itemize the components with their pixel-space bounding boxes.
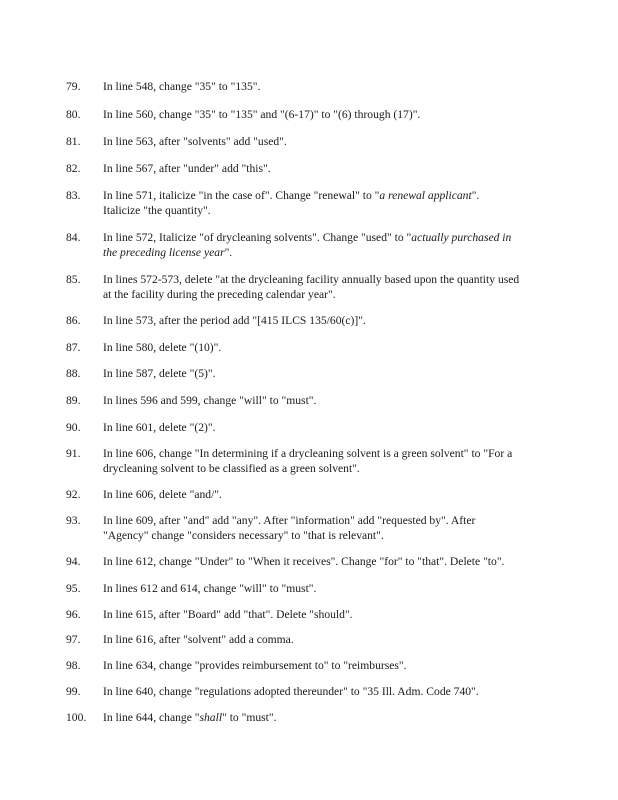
text-segment: In line 548, change "35" to "135". [103, 80, 261, 93]
item-text-line [103, 487, 543, 502]
item-text-line [103, 134, 543, 149]
item-text [103, 607, 543, 622]
item-text-line [103, 245, 543, 260]
item-text-line [103, 313, 543, 328]
item-text [103, 366, 543, 381]
item-text-line [103, 366, 543, 381]
item-text [103, 340, 543, 355]
item-text [103, 684, 543, 699]
item-text-line [103, 420, 543, 435]
item-text-line [103, 287, 543, 302]
item-number: 88. [66, 367, 81, 380]
item-text [103, 161, 543, 176]
item-text [103, 710, 543, 725]
text-segment: In line 571, italicize "in the case of". Change "renewal" to " [103, 189, 380, 202]
text-segment: " to "must". [222, 711, 277, 724]
item-text-line [103, 658, 543, 673]
item-number: 90. [66, 421, 81, 434]
text-segment: In line 567, after "under" add "this". [103, 162, 271, 175]
text-segment: In line 615, after "Board" add "that". Delete "should". [103, 608, 353, 621]
text-segment: In line 606, delete "and/". [103, 488, 222, 501]
text-segment: at the facility during the preceding calendar year". [103, 288, 336, 301]
item-text [103, 420, 543, 435]
item-number: 85. [66, 273, 81, 286]
item-text [103, 230, 543, 260]
item-text-line [103, 79, 543, 94]
item-number: 92. [66, 488, 81, 501]
text-segment: In line 640, change "regulations adopted thereunder" to "35 Ill. Adm. Code 740". [103, 685, 479, 698]
item-number: 98. [66, 659, 81, 672]
item-number: 80. [66, 108, 81, 121]
item-number: 100. [66, 711, 87, 724]
item-number: 94. [66, 555, 81, 568]
item-text-line [103, 340, 543, 355]
text-segment: In line 587, delete "(5)". [103, 367, 216, 380]
item-text [103, 446, 543, 476]
text-segment: ". [471, 189, 480, 202]
item-number: 83. [66, 189, 81, 202]
text-segment: ". [224, 246, 233, 259]
text-segment: In line 563, after "solvents" add "used". [103, 135, 287, 148]
text-segment: In line 609, after "and" add "any". After "information" add "requested by". After [103, 514, 476, 527]
text-segment: In lines 596 and 599, change "will" to "must". [103, 394, 317, 407]
item-text-line [103, 554, 543, 569]
item-text [103, 107, 543, 122]
item-number: 93. [66, 514, 81, 527]
item-text [103, 79, 543, 94]
item-text-line [103, 513, 543, 528]
item-text [103, 554, 543, 569]
item-number: 86. [66, 314, 81, 327]
text-segment: In line 606, change "In determining if a drycleaning solvent is a green solvent" to "For a [103, 447, 513, 460]
text-segment: Italicize "the quantity". [103, 204, 211, 217]
text-segment: drycleaning solvent to be classified as a green solvent". [103, 462, 360, 475]
item-text [103, 313, 543, 328]
item-number: 79. [66, 80, 81, 93]
item-text [103, 487, 543, 502]
item-text [103, 658, 543, 673]
text-segment: In line 580, delete "(10)". [103, 341, 222, 354]
item-text-line [103, 710, 543, 725]
item-text-line [103, 607, 543, 622]
item-text [103, 272, 543, 302]
text-segment: In line 612, change "Under" to "When it receives". Change "for" to "that". Delete "to". [103, 555, 505, 568]
item-number: 87. [66, 341, 81, 354]
item-text-line [103, 230, 543, 245]
text-segment: In lines 572-573, delete "at the drycleaning facility annually based upon the quantity used [103, 273, 520, 286]
text-segment: In line 573, after the period add "[415 ILCS 135/60(c)]". [103, 314, 366, 327]
item-number: 91. [66, 447, 81, 460]
text-segment: In lines 612 and 614, change "will" to "must". [103, 582, 317, 595]
item-text-line [103, 461, 543, 476]
italic-text: a renewal applicant [379, 189, 472, 202]
item-text-line [103, 107, 543, 122]
item-number: 97. [66, 633, 81, 646]
item-text-line [103, 161, 543, 176]
text-segment: In line 634, change "provides reimbursement to" to "reimburses". [103, 659, 407, 672]
item-number: 96. [66, 608, 81, 621]
item-text [103, 188, 543, 218]
text-segment: In line 572, Italicize "of drycleaning solvents". Change "used" to " [103, 231, 412, 244]
item-text-line [103, 203, 543, 218]
text-segment: In line 601, delete "(2)". [103, 421, 216, 434]
item-text-line [103, 528, 543, 543]
item-text-line [103, 581, 543, 596]
item-number: 99. [66, 685, 81, 698]
item-text-line [103, 188, 543, 203]
text-segment: In line 644, change " [103, 711, 200, 724]
italic-text: shall [199, 711, 223, 724]
item-text [103, 513, 543, 543]
item-number: 89. [66, 394, 81, 407]
item-text [103, 581, 543, 596]
text-segment: In line 616, after "solvent" add a comma. [103, 633, 294, 646]
item-text [103, 393, 543, 408]
item-number: 84. [66, 231, 81, 244]
item-text-line [103, 272, 543, 287]
text-segment: "Agency" change "considers necessary" to "that is relevant". [103, 529, 384, 542]
item-text [103, 632, 543, 647]
italic-text: actually purchased in [411, 231, 512, 244]
item-number: 95. [66, 582, 81, 595]
text-segment: In line 560, change "35" to "135" and "(6-17)" to "(6) through (17)". [103, 108, 421, 121]
item-text-line [103, 393, 543, 408]
item-number: 81. [66, 135, 81, 148]
italic-text: the preceding license year [103, 246, 225, 259]
item-text [103, 134, 543, 149]
item-text-line [103, 684, 543, 699]
item-number: 82. [66, 162, 81, 175]
item-text-line [103, 632, 543, 647]
item-text-line [103, 446, 543, 461]
